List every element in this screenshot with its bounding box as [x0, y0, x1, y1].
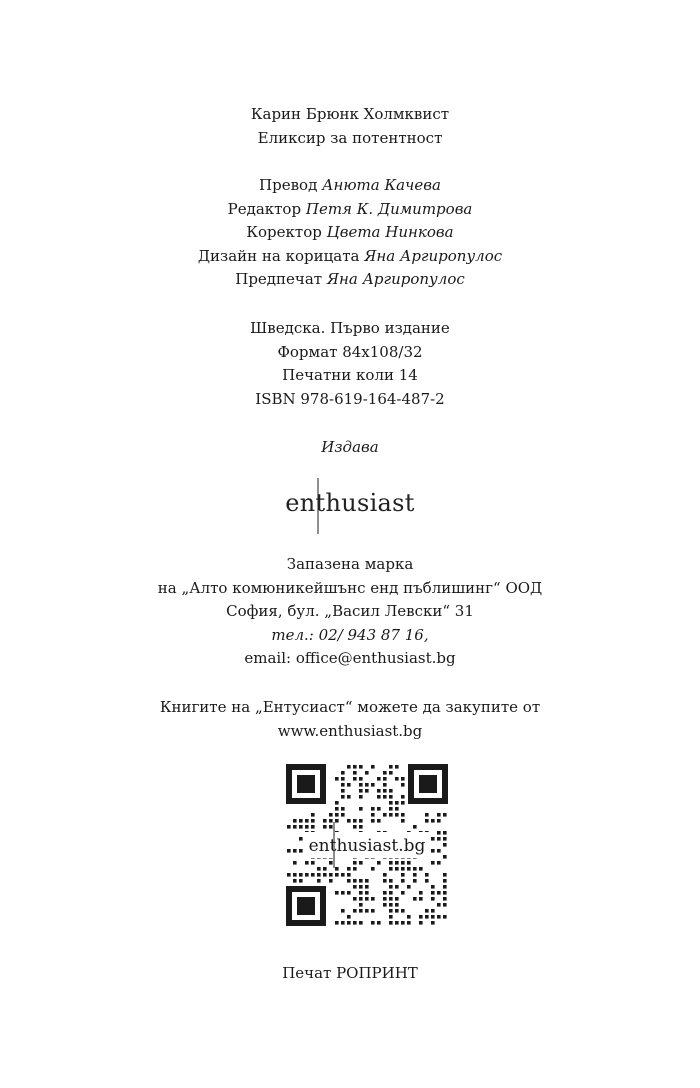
qr-module	[359, 903, 363, 907]
qr-module	[293, 861, 297, 865]
qr-module	[335, 807, 339, 811]
qr-module	[353, 897, 357, 901]
qr-module	[383, 879, 387, 883]
qr-module	[395, 813, 399, 817]
edition-info	[0, 317, 700, 411]
qr-label: enthusiast.bg	[308, 836, 426, 856]
qr-module	[389, 903, 393, 907]
qr-module	[371, 813, 375, 817]
format-line: Формат 84х108/32	[277, 342, 423, 361]
qr-module	[347, 783, 351, 787]
qr-module	[353, 771, 357, 775]
qr-module	[335, 801, 339, 805]
qr-module	[443, 903, 447, 907]
qr-module	[359, 783, 363, 787]
qr-module	[323, 819, 327, 823]
logo-text: enthusiast	[285, 489, 415, 517]
qr-module	[437, 831, 441, 835]
qr-module	[383, 813, 387, 817]
qr-module	[365, 879, 369, 883]
qr-module	[329, 861, 333, 865]
qr-module	[353, 765, 357, 769]
qr-module	[389, 867, 393, 871]
qr-module	[335, 891, 339, 895]
qr-module	[359, 891, 363, 895]
qr-module	[335, 777, 339, 781]
qr-module	[431, 819, 435, 823]
qr-module	[305, 825, 309, 829]
qr-module	[347, 873, 351, 877]
qr-module	[347, 879, 351, 883]
qr-module	[401, 861, 405, 865]
qr-module	[419, 891, 423, 895]
qr-module	[395, 777, 399, 781]
qr-module	[347, 891, 351, 895]
qr-module	[443, 897, 447, 901]
qr-module	[359, 921, 363, 925]
qr-module	[389, 861, 393, 865]
qr-module	[377, 819, 381, 823]
qr-module	[383, 777, 387, 781]
qr-module	[353, 909, 357, 913]
email-line: email: office@enthusiast.bg	[244, 649, 456, 668]
qr-module	[299, 825, 303, 829]
qr-module	[437, 903, 441, 907]
qr-module	[317, 879, 321, 883]
qr-module	[365, 885, 369, 889]
website-link[interactable]: www.enthusiast.bg	[277, 721, 423, 740]
qr-module	[383, 897, 387, 901]
qr-module	[311, 873, 315, 877]
qr-module	[341, 909, 345, 913]
qr-module	[395, 867, 399, 871]
qr-module	[401, 777, 405, 781]
qr-module	[311, 813, 315, 817]
qr-module	[431, 891, 435, 895]
qr-module	[401, 867, 405, 871]
qr-module	[371, 909, 375, 913]
qr-module	[431, 861, 435, 865]
author-name: Карин Брюнк Холмквист	[250, 105, 450, 123]
qr-module	[287, 825, 291, 829]
qr-module	[425, 819, 429, 823]
qr-module	[395, 897, 399, 901]
qr-module	[389, 789, 393, 793]
qr-module	[341, 807, 345, 811]
qr-module	[413, 897, 417, 901]
credit-prepress: Предпечат Яна Аргиропулос	[235, 270, 465, 289]
qr-module	[353, 861, 357, 865]
qr-module	[377, 795, 381, 799]
credit-cover-design: Дизайн на корицата Яна Аргиропулос	[197, 246, 503, 265]
qr-finder-bottom-left	[286, 886, 326, 926]
qr-module	[335, 819, 339, 823]
qr-module	[293, 825, 297, 829]
qr-module	[443, 915, 447, 919]
qr-module	[443, 843, 447, 847]
credit-editor: Редактор Петя К. Димитрова	[227, 199, 473, 218]
qr-module	[335, 873, 339, 877]
qr-module	[311, 825, 315, 829]
qr-module	[401, 921, 405, 925]
qr-module	[317, 867, 321, 871]
qr-module	[377, 861, 381, 865]
qr-module	[353, 867, 357, 871]
qr-module	[383, 789, 387, 793]
qr-module	[437, 813, 441, 817]
printer-info	[0, 962, 700, 986]
qr-module	[407, 921, 411, 925]
qr-code	[286, 764, 448, 926]
qr-module	[335, 921, 339, 925]
qr-module	[431, 885, 435, 889]
qr-module	[347, 867, 351, 871]
qr-module	[347, 795, 351, 799]
qr-module	[365, 783, 369, 787]
qr-module	[359, 909, 363, 913]
qr-module	[443, 837, 447, 841]
publisher-intro-text: Издава	[321, 438, 379, 456]
qr-module	[419, 915, 423, 919]
qr-module	[413, 879, 417, 883]
qr-module	[371, 867, 375, 871]
credits-list	[0, 174, 700, 292]
qr-module	[425, 873, 429, 877]
qr-module	[401, 909, 405, 913]
qr-module	[443, 855, 447, 859]
qr-module	[395, 885, 399, 889]
qr-module	[365, 891, 369, 895]
qr-module	[425, 909, 429, 913]
qr-module	[365, 771, 369, 775]
qr-module	[371, 819, 375, 823]
qr-module	[299, 819, 303, 823]
qr-module	[395, 807, 399, 811]
publisher-contact	[0, 553, 700, 671]
qr-module	[341, 921, 345, 925]
qr-module	[353, 879, 357, 883]
qr-module	[419, 867, 423, 871]
phone-line: тел.: 02/ 943 87 16,	[271, 625, 429, 644]
qr-module	[323, 873, 327, 877]
enthusiast-logo-mark	[280, 476, 420, 536]
qr-code-graphic	[286, 764, 448, 926]
qr-module	[407, 885, 411, 889]
qr-module	[395, 921, 399, 925]
qr-module	[359, 879, 363, 883]
qr-module	[353, 819, 357, 823]
qr-module	[377, 789, 381, 793]
qr-module	[371, 783, 375, 787]
qr-module	[383, 783, 387, 787]
qr-module	[437, 861, 441, 865]
qr-module	[413, 873, 417, 877]
qr-module	[377, 921, 381, 925]
qr-module	[443, 885, 447, 889]
trademark-line: Запазена марка	[286, 555, 414, 573]
qr-module	[287, 873, 291, 877]
qr-module	[401, 891, 405, 895]
qr-module	[305, 873, 309, 877]
qr-module	[437, 915, 441, 919]
qr-module	[359, 795, 363, 799]
qr-module	[437, 819, 441, 823]
qr-module	[359, 789, 363, 793]
address-line: София, бул. „Васил Левски“ 31	[226, 602, 474, 621]
qr-module	[425, 915, 429, 919]
book-title: Еликсир за потентност	[257, 128, 443, 147]
qr-module	[353, 885, 357, 889]
credit-proofreader: Коректор Цвета Нинкова	[246, 223, 454, 242]
qr-module	[353, 777, 357, 781]
qr-module	[437, 891, 441, 895]
qr-module	[431, 849, 435, 853]
qr-module	[329, 819, 333, 823]
qr-module	[389, 771, 393, 775]
qr-module	[395, 765, 399, 769]
qr-finder-top-left	[286, 764, 326, 804]
qr-module	[401, 795, 405, 799]
company-line: на „Алто комюникейшънс енд пъблишинг“ ООД	[157, 578, 543, 597]
qr-module	[395, 861, 399, 865]
qr-module	[341, 891, 345, 895]
qr-module	[413, 825, 417, 829]
qr-module	[425, 879, 429, 883]
qr-module	[443, 879, 447, 883]
publisher-intro	[0, 436, 700, 460]
qr-module	[401, 783, 405, 787]
qr-module	[401, 813, 405, 817]
qr-module	[353, 921, 357, 925]
qr-module	[395, 909, 399, 913]
qr-module	[383, 795, 387, 799]
qr-module	[365, 789, 369, 793]
qr-module	[341, 789, 345, 793]
qr-module	[287, 849, 291, 853]
book-info	[0, 103, 700, 150]
qr-module	[329, 813, 333, 817]
qr-module	[431, 897, 435, 901]
qr-module	[299, 849, 303, 853]
qr-module	[407, 867, 411, 871]
qr-module	[293, 849, 297, 853]
qr-module	[293, 879, 297, 883]
purchase-line: Книгите на „Ентусиаст“ можете да закупите от	[159, 698, 541, 716]
qr-module	[341, 795, 345, 799]
qr-module	[383, 873, 387, 877]
qr-module	[389, 885, 393, 889]
qr-module	[383, 903, 387, 907]
printed-sheets-line: Печатни коли 14	[282, 366, 418, 385]
qr-module	[425, 813, 429, 817]
qr-module	[389, 921, 393, 925]
credit-translator: Превод Анюта Качева	[259, 176, 441, 194]
qr-module	[389, 909, 393, 913]
qr-module	[395, 801, 399, 805]
qr-module	[443, 831, 447, 835]
qr-module	[329, 879, 333, 883]
qr-module	[419, 897, 423, 901]
qr-module	[383, 771, 387, 775]
qr-module	[329, 873, 333, 877]
qr-module	[431, 915, 435, 919]
qr-module	[407, 861, 411, 865]
qr-module	[389, 897, 393, 901]
qr-module	[389, 795, 393, 799]
qr-module	[389, 801, 393, 805]
qr-module	[359, 897, 363, 901]
qr-module	[401, 879, 405, 883]
qr-module	[347, 765, 351, 769]
qr-module	[359, 825, 363, 829]
qr-module	[377, 777, 381, 781]
qr-module	[443, 873, 447, 877]
qr-module	[347, 915, 351, 919]
qr-module	[431, 909, 435, 913]
qr-module	[371, 921, 375, 925]
qr-module	[413, 867, 417, 871]
qr-module	[359, 765, 363, 769]
printer-line: Печат РОПРИНТ	[282, 964, 418, 982]
qr-module	[305, 861, 309, 865]
qr-module	[311, 861, 315, 865]
qr-module	[341, 771, 345, 775]
publisher-logo	[0, 476, 700, 542]
qr-module	[311, 819, 315, 823]
qr-module	[401, 801, 405, 805]
qr-module	[329, 825, 333, 829]
qr-module	[359, 777, 363, 781]
qr-module	[299, 873, 303, 877]
qr-module	[293, 819, 297, 823]
qr-module	[389, 915, 393, 919]
qr-module	[377, 807, 381, 811]
qr-module	[299, 879, 303, 883]
qr-module	[359, 819, 363, 823]
qr-module	[419, 921, 423, 925]
qr-module	[371, 807, 375, 811]
qr-module	[341, 873, 345, 877]
qr-finder-top-right	[408, 764, 448, 804]
qr-module	[347, 921, 351, 925]
qr-module	[359, 861, 363, 865]
qr-module	[359, 807, 363, 811]
qr-module	[353, 825, 357, 829]
qr-module	[293, 873, 297, 877]
qr-module	[341, 813, 345, 817]
qr-module	[371, 765, 375, 769]
qr-module	[365, 897, 369, 901]
qr-module	[401, 819, 405, 823]
qr-module	[323, 825, 327, 829]
qr-module	[431, 837, 435, 841]
qr-module	[389, 879, 393, 883]
qr-module	[341, 777, 345, 781]
qr-module	[341, 783, 345, 787]
qr-module	[317, 873, 321, 877]
qr-module	[389, 807, 393, 811]
qr-module	[365, 909, 369, 913]
qr-module	[389, 813, 393, 817]
qr-module	[407, 915, 411, 919]
qr-module	[359, 885, 363, 889]
qr-module	[443, 891, 447, 895]
qr-module	[389, 891, 393, 895]
isbn-line: ISBN 978-619-164-487-2	[255, 389, 445, 408]
purchase-info	[0, 696, 700, 743]
qr-module	[383, 891, 387, 895]
qr-module	[347, 819, 351, 823]
edition-line: Шведска. Първо издание	[250, 319, 450, 337]
qr-module	[335, 867, 339, 871]
qr-module	[443, 813, 447, 817]
qr-module	[401, 873, 405, 877]
qr-module	[395, 903, 399, 907]
qr-module	[371, 897, 375, 901]
qr-module	[305, 819, 309, 823]
qr-module	[299, 837, 303, 841]
qr-module	[323, 867, 327, 871]
qr-module	[431, 921, 435, 925]
qr-module	[437, 837, 441, 841]
qr-module	[437, 849, 441, 853]
qr-module	[389, 765, 393, 769]
qr-module	[335, 813, 339, 817]
